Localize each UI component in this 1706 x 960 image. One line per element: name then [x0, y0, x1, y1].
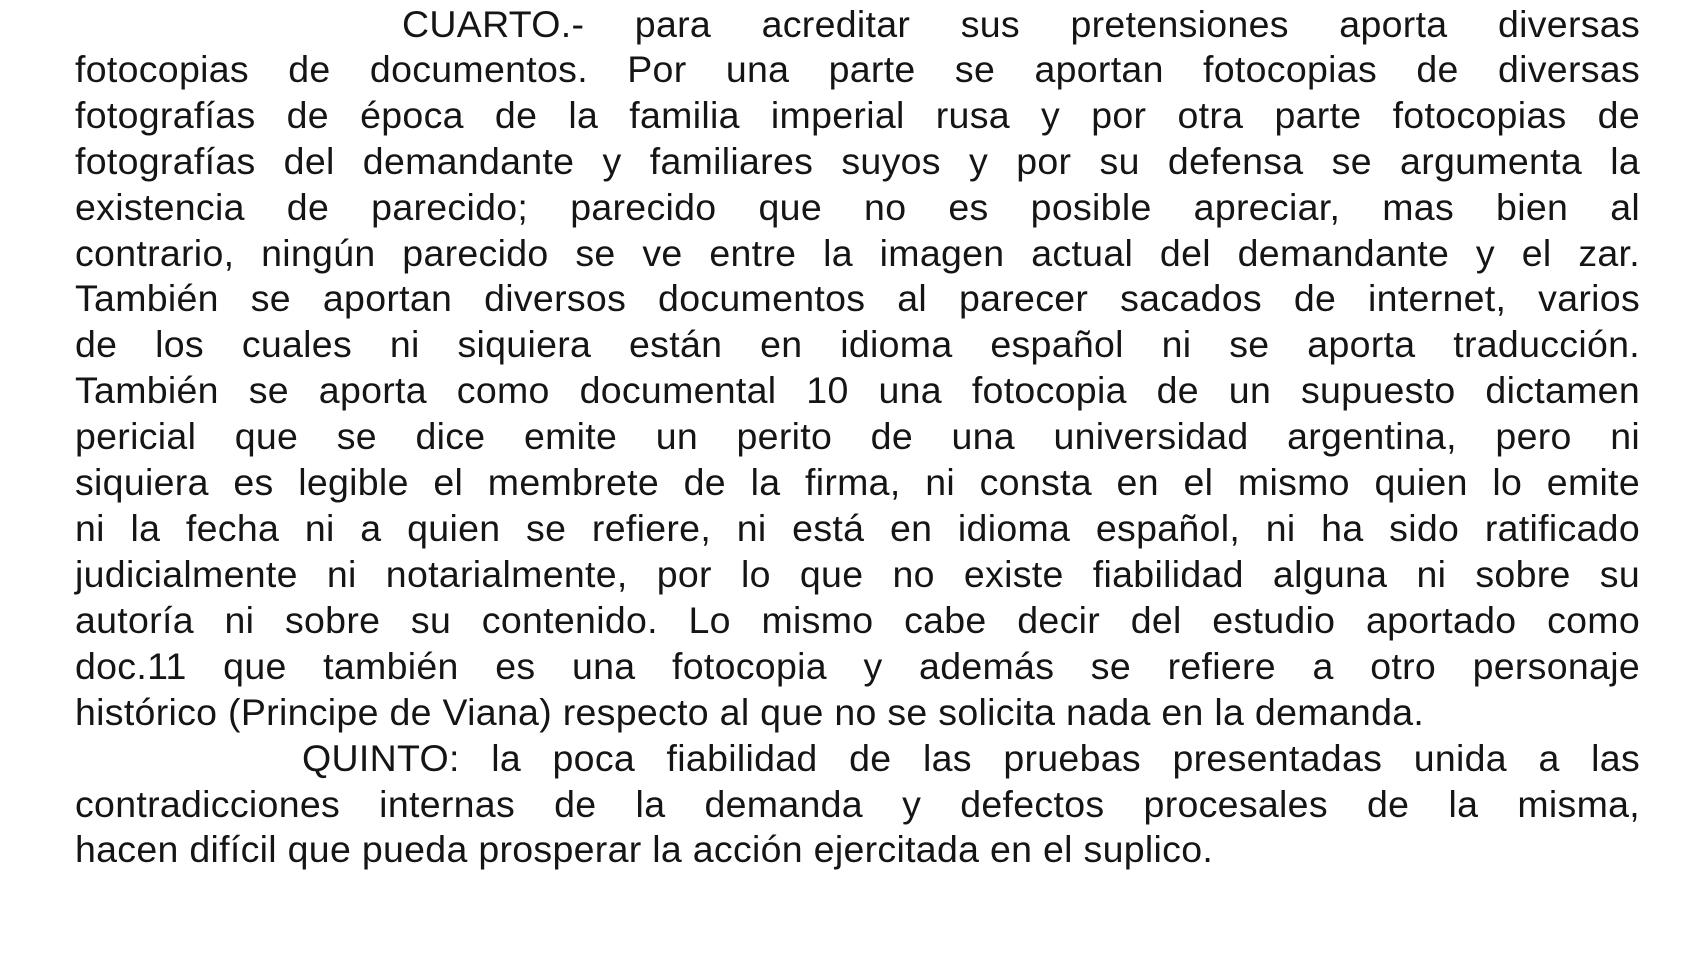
- paragraph-cuarto-line-6: contrario, ningún parecido se ve entre la imagen actual del demandante y el zar.: [75, 232, 1640, 274]
- paragraph-quinto-line-2: contradicciones internas de la demanda y defectos procesales de la misma,: [75, 783, 1640, 825]
- paragraph-cuarto-line-3: fotografías de época de la familia imperial rusa y por otra parte fotocopias de: [75, 94, 1640, 136]
- paragraph-cuarto-line-11: siquiera es legible el membrete de la firma, ni consta en el mismo quien lo emite: [75, 461, 1640, 503]
- paragraph-cuarto-line-9: También se aporta como documental 10 una fotocopia de un supuesto dictamen: [75, 369, 1640, 411]
- paragraph-quinto-line-3: hacen difícil que pueda prosperar la acción ejercitada en el suplico.: [75, 828, 1214, 870]
- paragraph-cuarto-line-2: fotocopias de documentos. Por una parte se aportan fotocopias de diversas: [75, 48, 1640, 90]
- paragraph-cuarto-line-4: fotografías del demandante y familiares suyos y por su defensa se argumenta la: [75, 140, 1640, 182]
- paragraph-cuarto-line-15: doc.11 que también es una fotocopia y además se refiere a otro personaje: [75, 645, 1640, 687]
- paragraph-cuarto-line-13: judicialmente ni notarialmente, por lo que no existe fiabilidad alguna ni sobre su: [75, 553, 1640, 595]
- paragraph-cuarto-line-7: También se aportan diversos documentos al parecer sacados de internet, varios: [75, 277, 1640, 319]
- paragraph-cuarto-line-8: de los cuales ni siquiera están en idioma español ni se aporta traducción.: [75, 323, 1640, 365]
- paragraph-cuarto-line-5: existencia de parecido; parecido que no es posible apreciar, mas bien al: [75, 186, 1640, 228]
- paragraph-cuarto-line-1: CUARTO.- para acreditar sus pretensiones aporta diversas: [402, 3, 1640, 45]
- paragraph-cuarto-line-10: pericial que se dice emite un perito de una universidad argentina, pero ni: [75, 415, 1640, 457]
- paragraph-cuarto-line-12: ni la fecha ni a quien se refiere, ni está en idioma español, ni ha sido ratificado: [75, 507, 1640, 549]
- paragraph-cuarto-line-14: autoría ni sobre su contenido. Lo mismo cabe decir del estudio aportado como: [75, 599, 1640, 641]
- paragraph-quinto-line-1: QUINTO: la poca fiabilidad de las pruebas presentadas unida a las: [302, 737, 1640, 779]
- paragraph-cuarto-line-16: histórico (Principe de Viana) respecto al que no se solicita nada en la demanda.: [75, 691, 1425, 733]
